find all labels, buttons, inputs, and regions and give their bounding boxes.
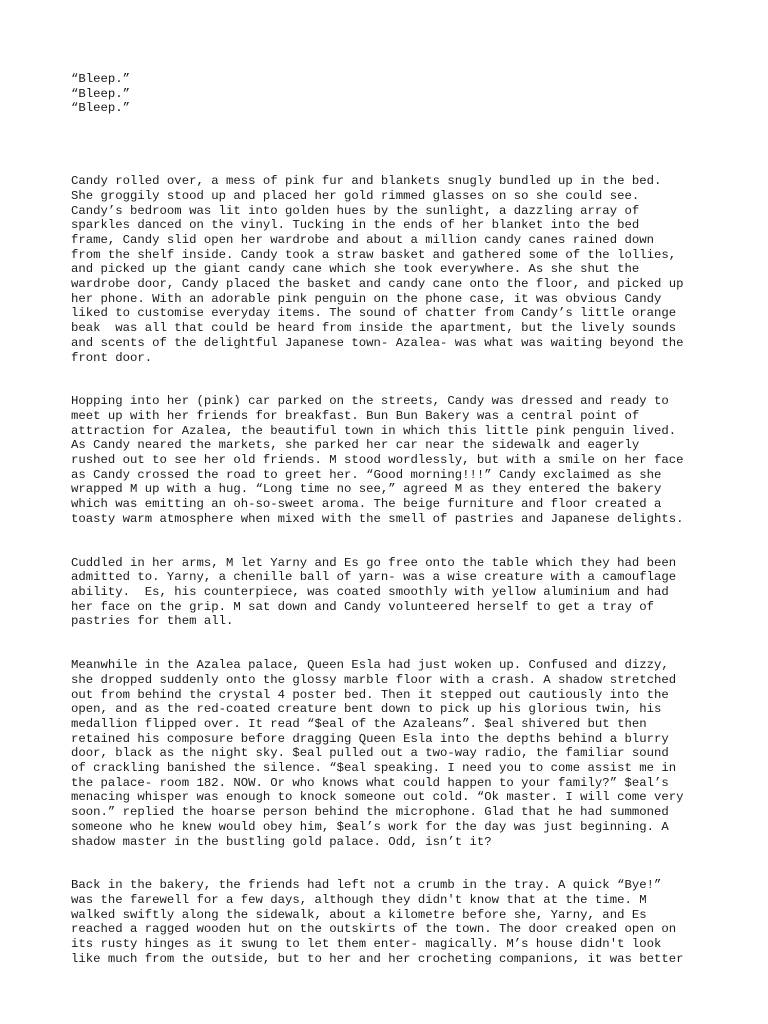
paragraph-line: Hopping into her (pink) car parked on the streets, Candy was dressed and ready to: [71, 394, 669, 409]
paragraph-line: She groggily stood up and placed her gold rimmed glasses on so she could see.: [71, 188, 640, 203]
paragraph-line: her face on the grip. M sat down and Candy volunteered herself to get a tray of: [71, 599, 654, 614]
paragraph-line: Cuddled in her arms, M let Yarny and Es go free onto the table which they had been: [71, 555, 677, 570]
paragraph-line: Candy’s bedroom was lit into golden hues by the sunlight, a dazzling array of: [71, 203, 640, 218]
bleep-line: “Bleep.”: [71, 101, 131, 116]
paragraph-line: someone who he knew would obey him, $eal’s work for the day was just beginning. A: [71, 819, 669, 834]
paragraph-line: pastries for them all.: [71, 614, 234, 629]
document-page: [71, 72, 711, 966]
paragraph-line: soon.” replied the hoarse person behind the microphone. Glad that he had summoned: [71, 805, 669, 820]
paragraph-line: ability. Es, his counterpiece, was coated smoothly with yellow aluminium and had: [71, 584, 669, 599]
paragraph-line: menacing whisper was enough to knock someone out cold. “Ok master. I will come very: [71, 790, 684, 805]
paragraph-line: Back in the bakery, the friends had left not a crumb in the tray. A quick “Bye!”: [71, 878, 662, 893]
paragraph-line: open, and as the red-coated creature bent down to pick up his glorious twin, his: [71, 702, 662, 717]
bleep-line: “Bleep.”: [71, 86, 131, 101]
paragraph-line: walked swiftly along the sidewalk, about a kilometre before she, Yarny, and Es: [71, 907, 647, 922]
paragraph-line: Candy rolled over, a mess of pink fur and blankets snugly bundled up in the bed.: [71, 174, 662, 189]
paragraph-line: Meanwhile in the Azalea palace, Queen Esla had just woken up. Confused and dizzy,: [71, 658, 669, 673]
paragraph-line: sparkles danced on the vinyl. Tucking in the ends of her blanket into the bed: [71, 218, 640, 233]
story-paragraph: [71, 658, 711, 849]
paragraph-line: front door.: [71, 350, 153, 365]
paragraph-line: liked to customise everyday items. The sound of chatter from Candy’s little orange: [71, 306, 677, 321]
story-paragraph: [71, 878, 711, 966]
story-paragraph: [71, 174, 711, 365]
paragraph-line: retained his composure before dragging Queen Esla into the depths behind a blurry: [71, 731, 669, 746]
paragraph-line: which was emitting an oh-so-sweet aroma. The beige furniture and floor created a: [71, 497, 662, 512]
paragraph-line: door, black as the night sky. $eal pulled out a two-way radio, the familiar sound: [71, 746, 669, 761]
paragraph-line: As Candy neared the markets, she parked her car near the sidewalk and eagerly: [71, 438, 640, 453]
paragraph-line: wrapped M up with a hug. “Long time no see,” agreed M as they entered the bakery: [71, 482, 662, 497]
paragraph-line: beak was all that could be heard from inside the apartment, but the lively sounds: [71, 321, 677, 336]
paragraph-line: from the shelf inside. Candy took a straw basket and gathered some of the lollies,: [71, 247, 677, 262]
paragraph-line: like much from the outside, but to her and her crocheting companions, it was better: [71, 951, 684, 966]
story-paragraph: [71, 556, 711, 630]
paragraph-line: out from behind the crystal 4 poster bed. Then it stepped out cautiously into the: [71, 687, 669, 702]
paragraph-line: frame, Candy slid open her wardrobe and about a million candy canes rained down: [71, 232, 654, 247]
paragraph-line: rushed out to see her old friends. M stood wordlessly, but with a smile on her face: [71, 453, 684, 468]
paragraph-line: the palace- room 182. NOW. Or who knows what could happen to your family?” $eal’s: [71, 775, 669, 790]
paragraph-line: as Candy crossed the road to greet her. “Good morning!!!” Candy exclaimed as she: [71, 467, 662, 482]
story-body: [71, 174, 711, 966]
paragraph-line: admitted to. Yarny, a chenille ball of yarn- was a wise creature with a camouflage: [71, 570, 677, 585]
bleep-lines: [71, 72, 711, 116]
paragraph-line: attraction for Azalea, the beautiful town in which this little pink penguin lived.: [71, 423, 677, 438]
paragraph-line: and scents of the delightful Japanese town- Azalea- was what was waiting beyond the: [71, 335, 684, 350]
paragraph-line: medallion flipped over. It read “$eal of the Azaleans”. $eal shivered but then: [71, 716, 647, 731]
bleep-line: “Bleep.”: [71, 72, 131, 86]
paragraph-line: and picked up the giant candy cane which she took everywhere. As she shut the: [71, 262, 640, 277]
paragraph-line: reached a ragged wooden hut on the outskirts of the town. The door creaked open on: [71, 922, 677, 937]
paragraph-line: she dropped suddenly onto the glossy marble floor with a crash. A shadow stretched: [71, 672, 677, 687]
paragraph-line: her phone. With an adorable pink penguin on the phone case, it was obvious Candy: [71, 291, 662, 306]
paragraph-line: meet up with her friends for breakfast. Bun Bun Bakery was a central point of: [71, 408, 640, 423]
paragraph-line: wardrobe door, Candy placed the basket and candy cane onto the floor, and picked up: [71, 277, 684, 292]
paragraph-line: toasty warm atmosphere when mixed with the smell of pastries and Japanese delights.: [71, 511, 684, 526]
story-paragraph: [71, 394, 711, 526]
paragraph-line: shadow master in the bustling gold palace. Odd, isn’t it?: [71, 834, 492, 849]
paragraph-line: its rusty hinges as it swung to let them enter- magically. M’s house didn't look: [71, 937, 662, 952]
paragraph-line: of crackling banished the silence. “$eal speaking. I need you to come assist me in: [71, 761, 677, 776]
paragraph-line: was the farewell for a few days, although they didn't know that at the time. M: [71, 892, 647, 907]
